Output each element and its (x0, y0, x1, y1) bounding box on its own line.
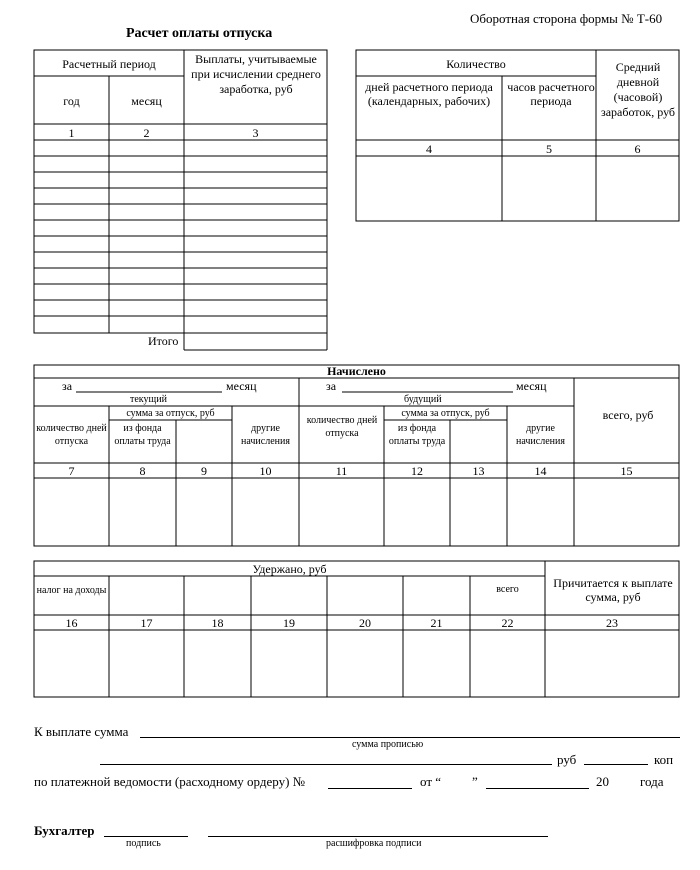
col-num-19: 19 (283, 616, 295, 630)
pay-sum-label: К выплате сумма (34, 724, 129, 739)
col-num-5: 5 (546, 142, 552, 156)
col-num-15: 15 (620, 464, 633, 478)
quantity-header: Количество (446, 57, 506, 71)
hours-header: часов расчетного периода (507, 80, 595, 108)
in-words-hint: сумма прописью (352, 739, 424, 750)
col-num-4: 4 (426, 142, 432, 156)
days-count-header-2: количество дней отпуска (306, 415, 378, 439)
days-count-header-1: количество дней отпуска (36, 423, 107, 447)
accountant-label: Бухгалтер (34, 823, 95, 838)
month-header: месяц (131, 94, 162, 108)
col-num-16: 16 (65, 616, 78, 630)
due-header: Причитается к выплате сумма, руб (553, 576, 673, 604)
col-num-3: 3 (252, 126, 259, 140)
current-za-label: за (62, 379, 73, 393)
withheld-all-header: всего (496, 584, 519, 595)
kop-field[interactable] (584, 764, 648, 765)
page-title: Расчет оплаты отпуска (126, 26, 273, 41)
vac-sum-header-2: сумма за отпуск, руб (401, 408, 490, 419)
col-num-17: 17 (140, 616, 153, 630)
col-num-6: 6 (634, 142, 641, 156)
other-accruals-header-1: другие начисления (241, 423, 290, 447)
from-fund-header-2: из фонда оплаты труда (388, 423, 446, 447)
col-num-18: 18 (211, 616, 224, 630)
period-header: Расчетный период (62, 57, 156, 71)
current-label: текущий (130, 394, 167, 405)
payments-header: Выплаты, учитываемые при исчислении среднего заработка, руб (191, 52, 321, 96)
col-num-23: 23 (606, 616, 618, 630)
from-fund-header-1: из фонда оплаты труда (114, 423, 171, 447)
year-prefix: 20 (596, 774, 609, 789)
future-month-label: месяц (516, 379, 547, 393)
other-accruals-header-2: другие начисления (516, 423, 565, 447)
col-num-13: 13 (472, 464, 485, 478)
quote-close: ” (472, 774, 478, 789)
year-header: год (63, 94, 80, 108)
col-num-14: 14 (534, 464, 547, 478)
future-za-label: за (326, 379, 337, 393)
future-label: будущий (404, 394, 442, 405)
days-header: дней расчетного периода (календарных, рабочих) (365, 80, 493, 108)
income-tax-header: налог на доходы (36, 585, 107, 596)
decoding-field[interactable] (208, 836, 548, 837)
decoding-hint: расшифровка подписи (326, 838, 422, 849)
accrued-header: Начислено (327, 364, 386, 378)
vac-sum-header-1: сумма за отпуск, руб (126, 408, 215, 419)
col-num-20: 20 (359, 616, 371, 630)
from-label: от “ (420, 774, 442, 789)
col-num-2: 2 (143, 126, 150, 140)
pay-sum-field[interactable] (140, 737, 680, 738)
total-label: Итого (148, 334, 179, 348)
pay-sum-words-field[interactable] (100, 764, 552, 765)
date-month-field[interactable] (486, 788, 589, 789)
current-month-label: месяц (226, 379, 257, 393)
col-num-7: 7 (68, 464, 75, 478)
statement-label: по платежной ведомости (расходному ордеру) № (34, 774, 306, 789)
kop-label: коп (654, 752, 674, 767)
col-num-9: 9 (201, 464, 207, 478)
rub-label: руб (557, 752, 577, 767)
statement-number-field[interactable] (328, 788, 412, 789)
accrued-total-header: всего, руб (602, 408, 654, 422)
signature-hint: подпись (126, 838, 161, 849)
col-num-12: 12 (411, 464, 423, 478)
col-num-1: 1 (68, 126, 75, 140)
col-num-8: 8 (139, 464, 146, 478)
col-num-11: 11 (335, 464, 348, 478)
form-side-label: Оборотная сторона формы № Т-60 (470, 11, 663, 26)
col-num-10: 10 (259, 464, 272, 478)
withheld-header: Удержано, руб (252, 562, 327, 576)
col-num-22: 22 (501, 616, 514, 630)
year-label: года (640, 774, 664, 789)
col-num-21: 21 (430, 616, 443, 630)
signature-field[interactable] (104, 836, 188, 837)
avg-earnings-header: Средний дневной (часовой) заработок, руб (600, 60, 676, 119)
